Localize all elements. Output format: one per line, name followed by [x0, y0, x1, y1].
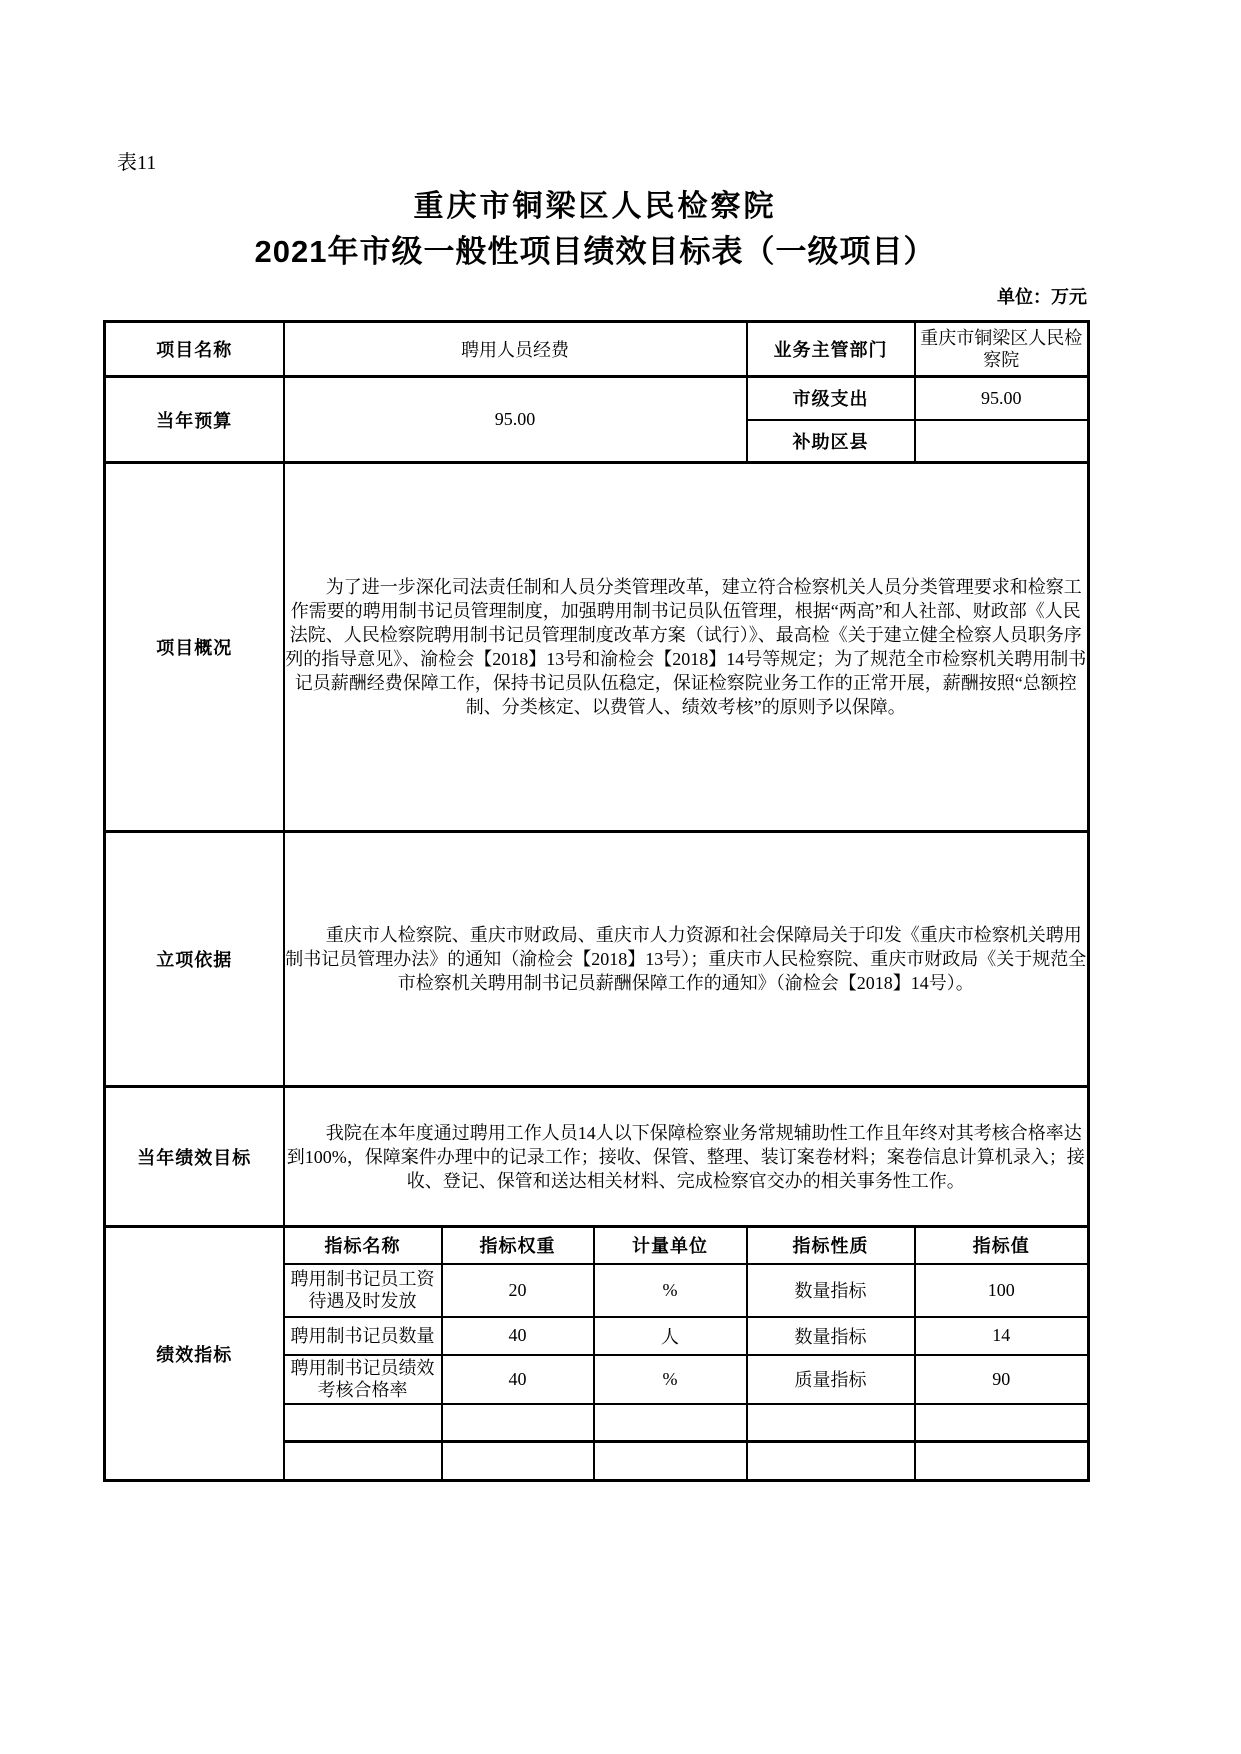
- indicator-nature: 质量指标: [747, 1355, 915, 1404]
- row-overview: [105, 463, 1089, 832]
- indicator-header-name: 指标名称: [284, 1227, 442, 1264]
- row-annual-goal: [105, 1087, 1089, 1227]
- indicator-name-text: 聘用制书记员工资待遇及时发放: [290, 1269, 435, 1311]
- subsidy-value-cell: [915, 420, 1089, 463]
- indicator-header-weight: 指标权重: [442, 1227, 594, 1264]
- indicator-value: 14: [915, 1317, 1089, 1355]
- performance-target-table: [103, 320, 1090, 1482]
- indicator-value: 90: [915, 1355, 1089, 1404]
- sheet-number-label: 表11: [117, 152, 157, 174]
- indicator-header-nature: 指标性质: [747, 1227, 915, 1264]
- indicator-header-unit: 计量单位: [594, 1227, 747, 1264]
- indicator-weight: [442, 1404, 594, 1442]
- project-name-value-cell: 聘用人员经费: [284, 322, 747, 377]
- title-organization: 重庆市铜梁区人民检察院: [413, 190, 777, 223]
- indicator-weight: 20: [442, 1264, 594, 1317]
- overview-label-cell: 项目概况: [105, 463, 284, 832]
- project-name-label-cell: 项目名称: [105, 322, 284, 377]
- indicator-name: [284, 1355, 442, 1404]
- indicator-nature: 数量指标: [747, 1264, 915, 1317]
- indicator-value: [915, 1404, 1089, 1442]
- indicator-unit: 人: [594, 1317, 747, 1355]
- basis-text-cell: [284, 832, 1089, 1087]
- indicator-value: [915, 1442, 1089, 1481]
- document-title: [103, 184, 1087, 274]
- indicator-name: [284, 1404, 442, 1442]
- annual-goal-text: 我院在本年度通过聘用工作人员14人以下保障检察业务常规辅助性工作且年终对其考核合格率达到100%，保障案件办理中的记录工作；接收、保管、整理、装订案卷材料；案卷信息计算机录入；接收、登记、保管和送达相关材料、完成检察官交办的相关事务性工作。: [286, 1122, 1085, 1191]
- indicator-header-value: 指标值: [915, 1227, 1089, 1264]
- row-indicator-header: [105, 1227, 1089, 1264]
- indicator-nature: [747, 1442, 915, 1481]
- basis-label-cell: 立项依据: [105, 832, 284, 1087]
- title-table-name: 2021年市级一般性项目绩效目标表（一级项目）: [254, 234, 936, 269]
- dept-label-cell: 业务主管部门: [747, 322, 915, 377]
- indicator-weight: [442, 1442, 594, 1481]
- dept-value-cell: 重庆市铜梁区人民检察院: [915, 322, 1089, 377]
- indicator-nature: 数量指标: [747, 1317, 915, 1355]
- row-project-name: [105, 322, 1089, 377]
- unit-note: 单位：万元: [997, 287, 1087, 307]
- indicator-unit: %: [594, 1264, 747, 1317]
- budget-label-cell: 当年预算: [105, 377, 284, 463]
- indicator-unit: %: [594, 1355, 747, 1404]
- city-expense-label-cell: 市级支出: [747, 377, 915, 420]
- indicator-name: [284, 1442, 442, 1481]
- basis-text: 重庆市人检察院、重庆市财政局、重庆市人力资源和社会保障局关于印发《重庆市检察机关聘用制书记员管理办法》的通知（渝检会【2018】13号）；重庆市人民检察院、重庆市财政局《关于规范全市检察机关聘用制书记员薪酬保障工作的通知》（渝检会【2018】14号）。: [285, 925, 1087, 993]
- indicator-weight: 40: [442, 1355, 594, 1404]
- row-budget-city: [105, 377, 1089, 420]
- overview-text-cell: [284, 463, 1089, 832]
- indicator-unit: [594, 1442, 747, 1481]
- subsidy-label-cell: 补助区县: [747, 420, 915, 463]
- indicator-nature: [747, 1404, 915, 1442]
- indicators-label-cell: 绩效指标: [105, 1227, 284, 1481]
- indicator-unit: [594, 1404, 747, 1442]
- city-expense-value-cell: 95.00: [915, 377, 1089, 420]
- indicator-name: [284, 1317, 442, 1355]
- budget-value-cell: 95.00: [284, 377, 747, 463]
- indicator-name-text: 聘用制书记员绩效考核合格率: [290, 1358, 435, 1400]
- row-basis: [105, 832, 1089, 1087]
- indicator-name-text: 聘用制书记员数量: [290, 1325, 435, 1346]
- indicator-name: [284, 1264, 442, 1317]
- overview-text: 为了进一步深化司法责任制和人员分类管理改革，建立符合检察机关人员分类管理要求和检察工作需要的聘用制书记员管理制度，加强聘用制书记员队伍管理，根据“两高”和人社部、财政部《人民法院、人民检察院聘用制书记员管理制度改革方案（试行）》、最高检《关于建立健全检察人员职务序列的指导意见》、渝检会【2018】13号和渝检会【2018】14号等规定；为了规范全市检察机关聘用制书记员薪酬经费保障工作，保持书记员队伍稳定，保证检察院业务工作的正常开展，薪酬按照“总额控制、分类核定、以费管人、绩效考核”的原则予以保障。: [285, 577, 1087, 717]
- annual-goal-label-cell: 当年绩效目标: [105, 1087, 284, 1227]
- indicator-value: 100: [915, 1264, 1089, 1317]
- indicator-weight: 40: [442, 1317, 594, 1355]
- annual-goal-text-cell: [284, 1087, 1089, 1227]
